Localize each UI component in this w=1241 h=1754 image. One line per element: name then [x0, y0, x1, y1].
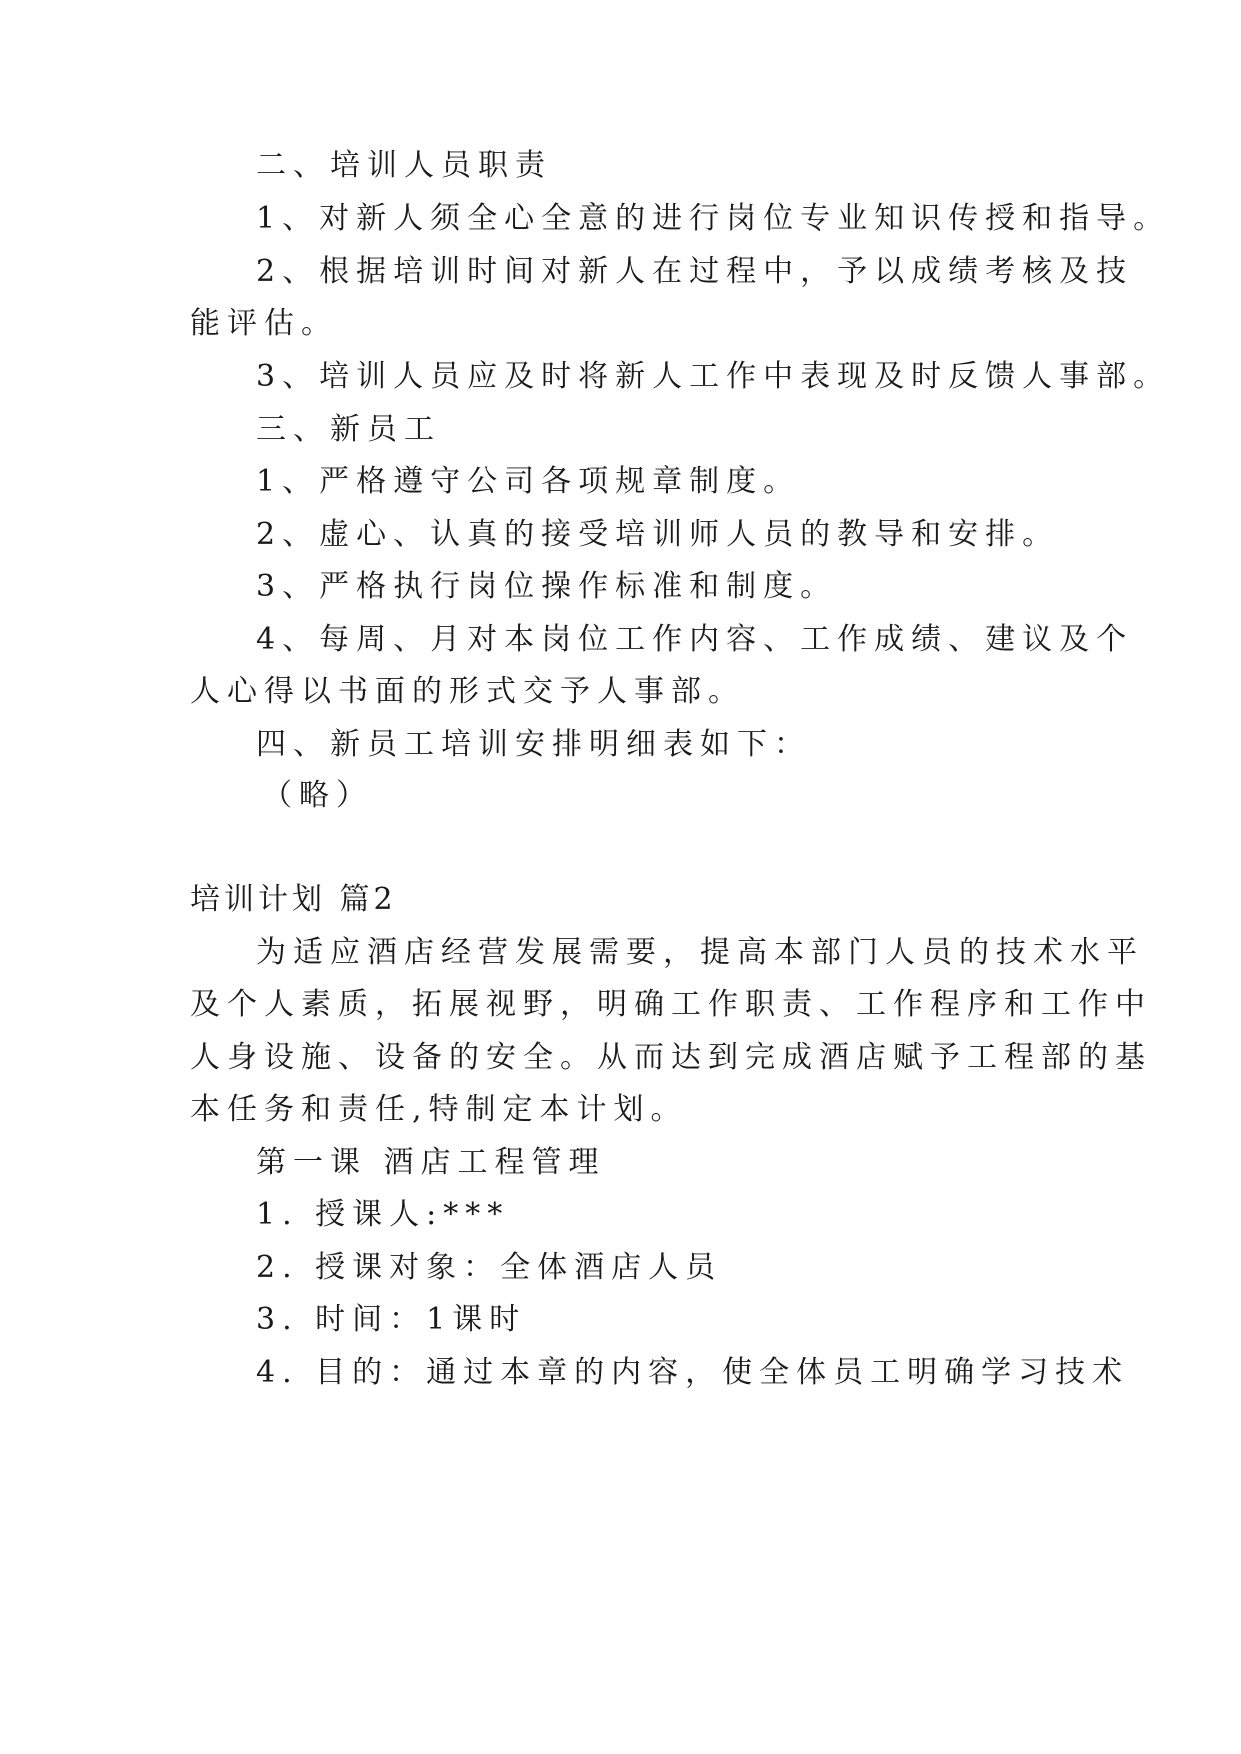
- lesson-item-4: 4. 目的：通过本章的内容，使全体员工明确学习技术: [256, 1355, 1130, 1390]
- section-four-omitted: （略）: [262, 778, 373, 813]
- lesson-title: 第一课 酒店工程管理: [256, 1145, 606, 1180]
- section-two-item-1: 1、对新人须全心全意的进行岗位专业知识传授和指导。: [256, 201, 1171, 236]
- section-three-item-4-line-1: 4、每周、月对本岗位工作内容、工作成绩、建议及个: [256, 622, 1134, 657]
- section-four-heading: 四、新员工培训安排明细表如下：: [256, 727, 811, 762]
- plan-2-intro-line-2: 及个人素质，拓展视野，明确工作职责、工作程序和工作中: [190, 987, 1152, 1022]
- plan-2-intro-line-1: 为适应酒店经营发展需要，提高本部门人员的技术水平: [256, 935, 1144, 970]
- section-two-item-3: 3、培训人员应及时将新人工作中表现及时反馈人事部。: [256, 359, 1171, 394]
- plan-2-title: 培训计划 篇2: [190, 882, 397, 917]
- section-three-item-1: 1、严格遵守公司各项规章制度。: [256, 464, 801, 499]
- section-three-heading: 三、新员工: [256, 412, 441, 447]
- plan-2-intro-line-3: 人身设施、设备的安全。从而达到完成酒店赋予工程部的基: [190, 1040, 1152, 1075]
- section-three-item-4-line-2: 人心得以书面的形式交予人事部。: [190, 674, 745, 709]
- section-three-item-2: 2、虚心、认真的接受培训师人员的教导和安排。: [256, 517, 1060, 552]
- lesson-item-2: 2. 授课对象：全体酒店人员: [256, 1250, 723, 1285]
- section-two-item-2-line-1: 2、根据培训时间对新人在过程中，予以成绩考核及技: [256, 254, 1134, 289]
- plan-2-intro-line-4: 本任务和责任,特制定本计划。: [190, 1092, 688, 1127]
- section-three-item-3: 3、严格执行岗位操作标准和制度。: [256, 569, 838, 604]
- lesson-item-3: 3. 时间：1课时: [256, 1302, 527, 1337]
- lesson-item-1: 1. 授课人:***: [256, 1197, 510, 1232]
- section-two-heading: 二、培训人员职责: [256, 148, 552, 183]
- section-two-item-2-line-2: 能评估。: [190, 306, 338, 341]
